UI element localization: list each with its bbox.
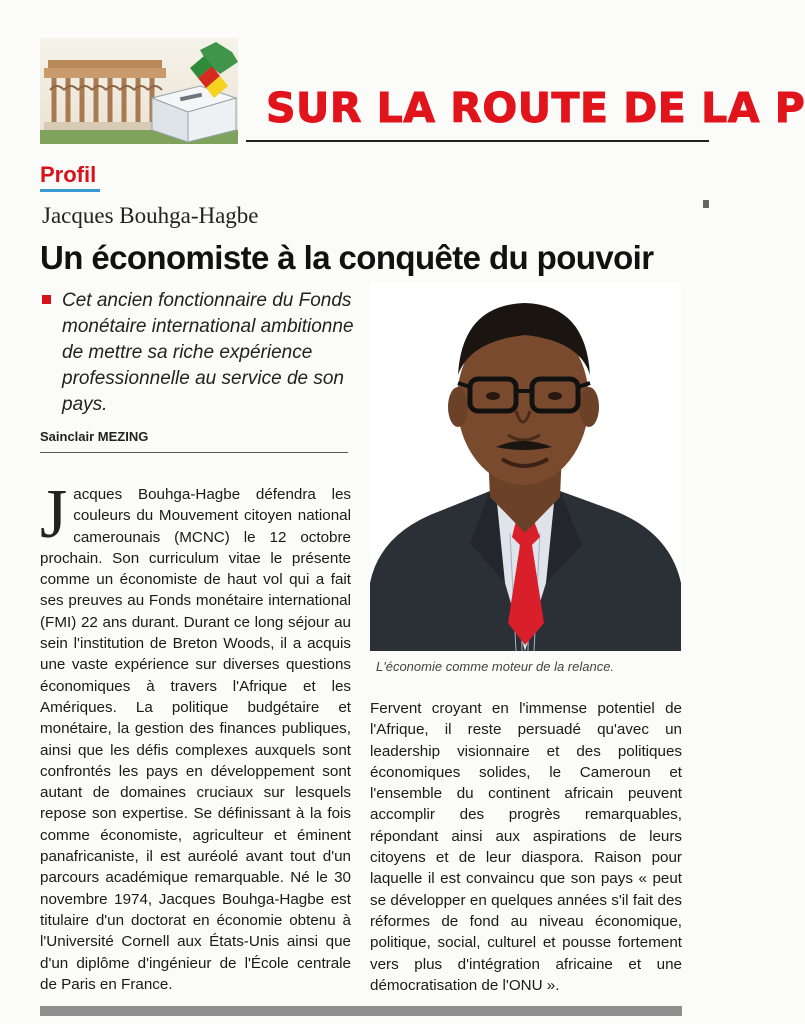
headline: Un économiste à la conquête du pouvoir: [40, 239, 654, 276]
standfirst: [42, 288, 362, 418]
portrait-photo: [370, 283, 681, 651]
section-rubric: Profil: [40, 162, 97, 187]
body-text-1: acques Bouhga-Hagbe défendra les couleurs du Mouvement citoyen national camerounais (MCNC) le 12 octobre prochain. Son curriculum vitae le présente comme un économiste de haut vol qui a fait ses preuves au Fonds monétaire international (FMI) 22 ans durant. Durant ce long séjour au sein l'institution de Breton Woods, il a acquis une vaste expérience sur diverses questions économiques à travers l'Afrique et les Amériques. La politique budgétaire et monétaire, la gestion des finances publiques, ainsi que les défis complexes auxquels sont confrontés les pays en développement sont autant de domaines cruciaux sur lesquels repose son expertise. Se définissant à la fois comme économiste, agriculteur et éminent panafricaniste, il est auréolé avant tout d'un parcours académique remarquable. Né le 30 novembre 1974, Jacques Bouhga-Hagbe est titulaire d'un doctorat en économie obtenu à l'Université Cornell aux États-Unis ainsi que d'un diplôme d'ingénieur de l'École centrale de Paris en France.: [40, 486, 351, 993]
banner-divider: [246, 140, 709, 142]
body-column-2: Fervent croyant en l'immense potentiel de l'Afrique, il reste persuadé qu'avec un leadership visionnaire et des politiques économiques solides, le Cameroun et l'ensemble du continent africain peuvent accomplir des progrès remarquables, répondant ainsi aux aspirations de leurs citoyens et de leur diaspora. Raison pour laquelle il est convaincu que son pays « peut se développer en quelques années s'il fait des réformes de fond au niveau économique, politique, social, culturel et pousse fortement vers plus d'intégration africaine et une démocratisation de l'ONU ».: [370, 700, 682, 994]
standfirst-text: Cet ancien fonctionnaire du Fonds monétaire international ambitionne de mettre sa riche expérience professionnelle au service de son pays.: [62, 290, 354, 415]
footer-bar: [40, 1006, 682, 1016]
person-name: Jacques Bouhga-Hagbe: [42, 203, 259, 228]
body-column-1: [40, 476, 351, 995]
byline-divider: [40, 452, 348, 453]
bullet-square-icon: [42, 295, 51, 304]
page-edge-marker: [703, 200, 709, 208]
ballot-box-icon: [152, 86, 236, 142]
banner-title: SUR LA ROUTE DE LA P: [266, 84, 805, 132]
banner-illustration: [40, 38, 238, 144]
photo-caption: L'économie comme moteur de la relance.: [376, 659, 615, 674]
rubric-underline: [40, 189, 100, 192]
dropcap: J: [40, 476, 68, 553]
byline: Sainclair MEZING: [40, 429, 149, 444]
